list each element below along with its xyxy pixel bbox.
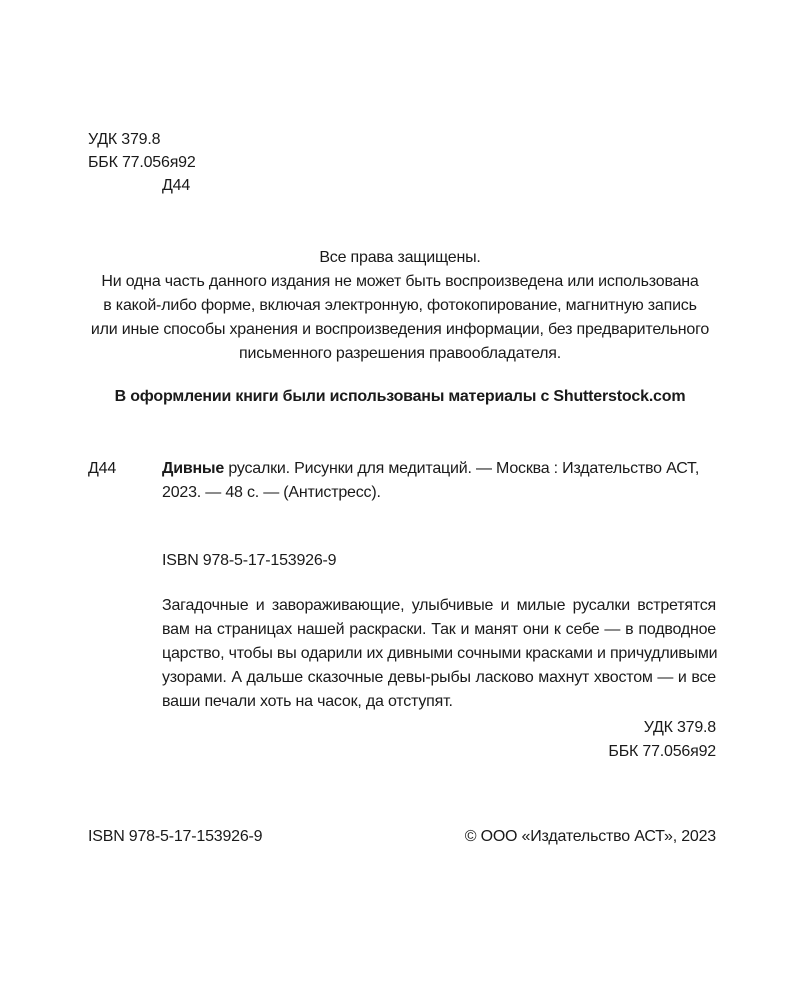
catalog-card-line-1-rest: русалки. Рисунки для медитаций. — Москва : Издательство АСТ, [224,460,700,477]
rights-line: письменного разрешения правообладателя. [239,345,561,362]
bbk-code: ББК 77.056я92 [88,154,196,171]
book-annotation [162,594,716,714]
catalog-card-line-2: 2023. — 48 с. — (Антистресс). [162,484,381,501]
annotation-line: Загадочные и завораживающие, улыбчивые и милые русалки встретятся [162,597,716,614]
footer-copyright: © ООО «Издательство АСТ», 2023 [464,828,716,845]
catalog-card-code: Д44 [88,460,117,477]
classification-codes [88,128,196,197]
materials-note: В оформлении книги были использованы материалы с Shutterstock.com [114,388,686,405]
annotation-line: царство, чтобы вы одарили их дивными сочными красками и причудливыми [162,645,718,662]
rights-line: или иные способы хранения и воспроизведения информации, без предварительного [90,321,710,338]
catalog-card-title-lead: Дивные [162,460,225,477]
annotation-line: ваши печали хоть на часок, да отступят. [162,693,453,710]
copyright-notice [0,246,800,366]
closing-udk-code: УДК 379.8 [643,719,716,736]
catalog-card-line-1 [162,457,722,481]
author-code: Д44 [162,177,191,194]
annotation-line: узорами. А дальше сказочные девы-рыбы ласково махнут хвостом — и все [162,669,716,686]
rights-line: в какой-либо форме, включая электронную, фотокопирование, магнитную запись [103,297,697,314]
annotation-line: вам на страницах нашей раскраски. Так и манят они к себе — в подводное [162,621,716,638]
udk-code: УДК 379.8 [88,131,161,148]
footer-isbn: ISBN 978-5-17-153926-9 [88,828,263,845]
catalog-card-description [162,457,722,505]
closing-classification-codes [400,716,716,764]
rights-line: Ни одна часть данного издания не может быть воспроизведена или использована [101,273,699,290]
closing-bbk-code: ББК 77.056я92 [608,743,716,760]
isbn-number: ISBN 978-5-17-153926-9 [162,552,337,569]
rights-line: Все права защищены. [319,249,481,266]
